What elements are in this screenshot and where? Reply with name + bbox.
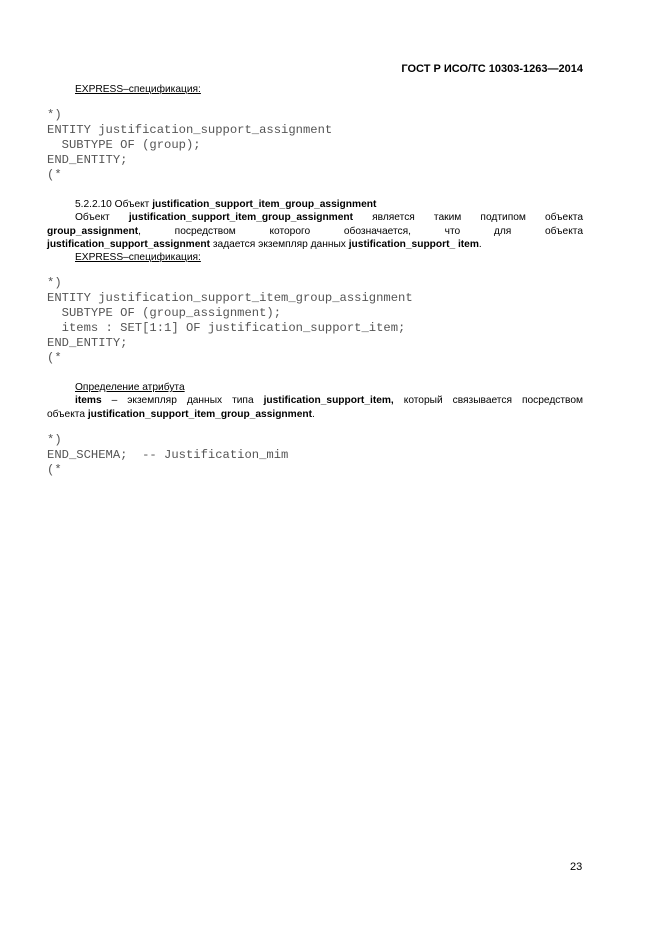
- document-header: ГОСТ Р ИСО/ТС 10303-1263—2014: [401, 63, 583, 75]
- description-line-2: [47, 225, 583, 239]
- code-line: items : SET[1:1] OF justification_support_item;: [47, 321, 406, 335]
- attribute-text: который связывается посредством: [393, 395, 583, 406]
- attribute-definition: [47, 394, 583, 421]
- description-text: является таким подтипом объекта: [372, 212, 583, 223]
- description-text: , посредством которого обозначается, что для объекта: [138, 225, 583, 237]
- code-line: ENTITY justification_support_assignment: [47, 123, 333, 137]
- description-line-3: [47, 238, 583, 252]
- attribute-line-1: [47, 394, 583, 408]
- attribute-text: .: [312, 408, 315, 420]
- express-spec-label: EXPRESS–спецификация:: [75, 84, 201, 95]
- attribute-definition-heading: Определение атрибута: [75, 382, 185, 393]
- description-word: Объект: [75, 212, 110, 223]
- code-line: *): [47, 433, 62, 447]
- entity-name: justification_support_assignment: [47, 239, 211, 250]
- code-line: *): [47, 108, 62, 122]
- code-line: END_SCHEMA; -- Justification_mim: [47, 448, 289, 462]
- code-line: ENTITY justification_support_item_group_assignment: [47, 291, 413, 305]
- entity-name: justification_support_item_group_assignment: [87, 408, 312, 420]
- code-line: (*: [47, 351, 62, 365]
- entity-name: group_assignment: [47, 225, 139, 237]
- code-line: END_ENTITY;: [47, 153, 128, 167]
- section-heading: [75, 198, 376, 211]
- page-number: 23: [570, 861, 583, 873]
- code-line: *): [47, 276, 62, 290]
- express-spec-label: EXPRESS–спецификация:: [75, 252, 201, 263]
- section-heading-prefix: 5.2.2.10 Объект: [75, 199, 153, 210]
- code-line: END_ENTITY;: [47, 336, 128, 350]
- entity-name: justification_support_item,: [263, 395, 394, 406]
- description-text: задается экземпляр данных: [210, 239, 349, 250]
- description-text: .: [478, 239, 482, 250]
- attribute-name: items: [75, 395, 102, 406]
- attribute-text: объекта: [47, 408, 88, 420]
- attribute-line-2: [47, 408, 583, 422]
- attribute-text: – экземпляр данных типа: [101, 395, 264, 406]
- entity-name: justification_support_ item: [348, 239, 479, 250]
- section-heading-entity: justification_support_item_group_assignment: [152, 199, 377, 210]
- description-line-1: [47, 211, 583, 225]
- code-line: SUBTYPE OF (group_assignment);: [47, 306, 282, 320]
- code-line: (*: [47, 463, 62, 477]
- entity-name: justification_support_item_group_assignment: [128, 212, 354, 223]
- code-line: SUBTYPE OF (group);: [47, 138, 201, 152]
- code-line: (*: [47, 168, 62, 182]
- section-description: [47, 211, 583, 252]
